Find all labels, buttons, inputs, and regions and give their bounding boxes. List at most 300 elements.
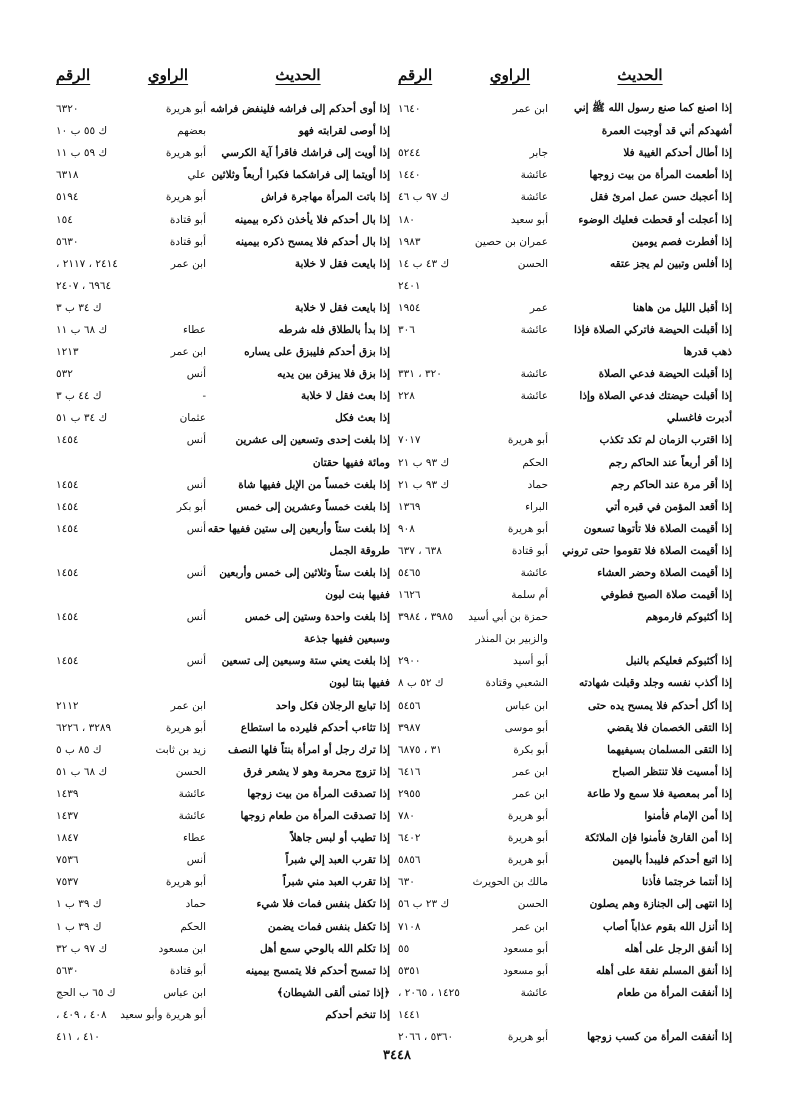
- index-row: [398, 805, 732, 827]
- reference-number: ١٤٥٤: [56, 655, 79, 668]
- index-row: [56, 739, 390, 761]
- hadith-text: إذا تقرب العبد إلي شبراً: [285, 854, 390, 867]
- hadith-text: إذا تزوج محرمة وهو لا يشعر فرق: [243, 765, 390, 778]
- hadith-text: إذا التقى المسلمان بسيفيهما: [607, 743, 732, 756]
- number-header: الرقم: [56, 66, 91, 84]
- index-row: [56, 628, 390, 650]
- reference-number: ١٣٦٩: [398, 500, 421, 513]
- narrator-text: أبو مسعود: [503, 964, 548, 977]
- index-row: [398, 893, 732, 915]
- narrator-text: أبو هريرة: [165, 103, 206, 116]
- narrator-text: ابن عمر: [512, 765, 548, 778]
- index-row: [398, 650, 732, 672]
- hadith-text: إذا أمن الإمام فأمنوا: [644, 810, 732, 823]
- index-row: [398, 253, 732, 275]
- reference-number: ك ٥٥ ب ١٠: [56, 125, 108, 138]
- reference-number: ٥٦٣٠: [56, 235, 79, 248]
- index-row: [56, 695, 390, 717]
- hadith-text: إذا أقيمت الصلاة وحضر العشاء: [597, 567, 732, 580]
- index-row: [398, 1026, 732, 1048]
- reference-number: ٧٨٠: [398, 810, 415, 823]
- index-row: [398, 319, 732, 341]
- reference-number: ك ٥٩ ب ١١: [56, 147, 108, 160]
- hadith-text: إذا أفطرت فصم يومين: [632, 235, 732, 248]
- index-row: [398, 915, 732, 937]
- index-row: [56, 1026, 390, 1048]
- narrator-text: أبو قتادة: [511, 544, 548, 557]
- narrator-text: الحكم: [180, 920, 206, 933]
- reference-number: ٥١٩٤: [56, 191, 79, 204]
- index-row: [56, 518, 390, 540]
- index-row: [56, 717, 390, 739]
- narrator-text: أنس: [186, 567, 206, 580]
- index-row: [398, 142, 732, 164]
- reference-number: ٦٤٠٢: [398, 832, 421, 845]
- index-row: [56, 407, 390, 429]
- narrator-text: عطاء: [182, 832, 206, 845]
- reference-number: ٢١١٢: [56, 699, 79, 712]
- reference-number: ك ٩٣ ب ٢١: [398, 456, 450, 469]
- hadith-text: إذا أمسيت فلا تنتظر الصباح: [612, 765, 732, 778]
- index-row: [56, 363, 390, 385]
- narrator-text: عائشة: [178, 787, 206, 800]
- reference-number: ١٤٣٩: [56, 787, 79, 800]
- index-row: [56, 452, 390, 474]
- narrator-text: حمزة بن أبي أسيد: [468, 611, 548, 624]
- narrator-text: أبو مسعود: [503, 942, 548, 955]
- hadith-header: الحديث: [617, 66, 663, 84]
- narrator-text: أبو بكرة: [513, 743, 548, 756]
- reference-number: ك ٤٣ ب ١٤: [398, 257, 450, 270]
- hadith-text: إذا بلغت خمساً وعشرين إلى خمس: [236, 500, 390, 513]
- narrator-text: عمران بن حصين: [474, 235, 548, 248]
- index-row: [398, 849, 732, 871]
- page-number: ٣٤٤٨: [383, 1048, 411, 1063]
- index-row: [56, 650, 390, 672]
- hadith-text: إذا أقيمت الصلاة فلا تقوموا حتى تروني: [562, 544, 732, 557]
- narrator-text: أبو هريرة: [507, 522, 548, 535]
- index-row: [398, 739, 732, 761]
- narrator-text: أنس: [186, 522, 206, 535]
- hadith-text: أدبرت فاغسلي: [666, 412, 732, 425]
- reference-number: ٢٤٠١: [398, 279, 421, 292]
- hadith-text: إذا التقى الخصمان فلا يقضي: [607, 721, 732, 734]
- hadith-text: إذا تصدقت المرأة من بيت زوجها: [247, 787, 390, 800]
- hadith-text: إذا بلغت واحدة وستين إلى خمس: [244, 611, 390, 624]
- hadith-text: إذا أمن القارئ فأمنوا فإن الملائكة: [584, 832, 732, 845]
- narrator-text: حماد: [185, 898, 206, 911]
- index-row: [398, 695, 732, 717]
- index-row: [56, 783, 390, 805]
- reference-number: ٢٩٥٥: [398, 787, 421, 800]
- hadith-text: إذا بايعت فقل لا خلابة: [294, 301, 390, 314]
- hadith-text: إذا انتهى إلى الجنازة وهم يصلون: [589, 898, 732, 911]
- hadith-text: إذا أكل أحدكم فلا يمسح يده حتى: [588, 699, 732, 712]
- narrator-text: زيد بن ثابت: [155, 743, 206, 756]
- narrator-text: والزبير بن المنذر: [475, 633, 548, 646]
- index-row: [398, 496, 732, 518]
- hadith-text: طروقة الجمل: [329, 544, 390, 557]
- narrator-text: الحسن: [517, 898, 548, 911]
- index-row: [398, 982, 732, 1004]
- hadith-text: إذا بلغت إحدى وتسعين إلى عشرين: [235, 434, 390, 447]
- index-row: [56, 893, 390, 915]
- reference-number: ك ٩٣ ب ٢١: [398, 478, 450, 491]
- hadith-text: إذا تكفل بنفس فمات يضمن: [267, 920, 390, 933]
- narrator-text: جابر: [529, 147, 548, 160]
- reference-number: ٢٢٨: [398, 390, 415, 403]
- index-row: [398, 363, 732, 385]
- index-row: [56, 186, 390, 208]
- reference-number: ٣١ ، ٦٨٧٥: [398, 743, 442, 756]
- reference-number: ٥٤٦٥: [398, 567, 421, 580]
- narrator-text: -: [202, 390, 206, 403]
- hadith-text: إذا تبايع الرجلان فكل واحد: [275, 699, 390, 712]
- narrator-text: ابن عمر: [512, 787, 548, 800]
- index-row: [56, 805, 390, 827]
- reference-number: ك ٢٣ ب ٥٦: [398, 898, 450, 911]
- hadith-text: إذا أعجبك حسن عمل امرئ فقل: [590, 191, 732, 204]
- index-row: [56, 385, 390, 407]
- hadith-text: إذا تكلم الله بالوحي سمع أهل: [259, 942, 390, 955]
- reference-number: ٥٣٦٠ ، ٢٠٦٦: [398, 1030, 454, 1043]
- hadith-text: إذا أكثبوكم فعليكم بالنبل: [625, 655, 732, 668]
- index-row: [398, 761, 732, 783]
- hadith-text: إذا أقبلت الحيضة فاتركي الصلاة فإذا: [574, 323, 732, 336]
- reference-number: ١٢١٣: [56, 346, 79, 359]
- hadith-text: إذا أقبل الليل من هاهنا: [632, 301, 732, 314]
- reference-number: ك ٣٩ ب ١: [56, 920, 102, 933]
- index-row: [398, 208, 732, 230]
- narrator-text: أبو قتادة: [169, 964, 206, 977]
- hadith-text: إذا أنفق المسلم نفقة على أهله: [596, 964, 732, 977]
- index-row: [56, 474, 390, 496]
- hadith-text: إذا أوى أحدكم إلى فراشه فلينفض فراشه: [210, 103, 390, 116]
- hadith-text: إذا أويت إلى فراشك فاقرأ آية الكرسي: [221, 147, 390, 160]
- narrator-text: الحسن: [517, 257, 548, 270]
- index-columns: [56, 54, 732, 1048]
- reference-number: ٦٩٦٤ ، ٢٤٠٧: [56, 279, 112, 292]
- index-row: [398, 562, 732, 584]
- narrator-text: أبو أسيد: [513, 655, 548, 668]
- reference-number: ١٩٨٣: [398, 235, 421, 248]
- narrator-text: أنس: [186, 434, 206, 447]
- right-column: [398, 54, 732, 1048]
- hadith-text: إذا بعث فقل لا خلابة: [300, 390, 390, 403]
- reference-number: ٣٢٨٩ ، ٦٢٢٦: [56, 721, 112, 734]
- hadith-text: إذا بلغت يعني ستة وسبعين إلى تسعين: [221, 655, 390, 668]
- hadith-text: ففيها بنت لبون: [325, 589, 390, 602]
- reference-number: ك ٤٤ ب ٣: [56, 390, 102, 403]
- narrator-text: أبو هريرة: [165, 876, 206, 889]
- reference-number: ك ٣٤ ب ٥١: [56, 412, 108, 425]
- narrator-text: أبو قتادة: [169, 213, 206, 226]
- index-row: [56, 341, 390, 363]
- index-row: [398, 297, 732, 319]
- index-row: [398, 584, 732, 606]
- hadith-text: إذا بال أحدكم فلا يمسح ذكره بيمينه: [235, 235, 390, 248]
- index-row: [398, 164, 732, 186]
- narrator-text: أبو قتادة: [169, 235, 206, 248]
- hadith-text: إذا اتبع أحدكم فليبدأ باليمين: [612, 854, 732, 867]
- index-row: [398, 938, 732, 960]
- reference-number: ك ٥٢ ب ٨: [398, 677, 444, 690]
- index-row: [56, 319, 390, 341]
- index-row: [398, 1004, 732, 1026]
- hadith-text: أشهدكم أني قد أوجبت العمرة: [601, 125, 732, 138]
- hadith-text: إذا أوصى لقرابته فهو: [298, 125, 390, 138]
- hadith-text: إذا بال أحدكم فلا يأخذن ذكره بيمينه: [234, 213, 390, 226]
- narrator-text: أبو هريرة وأبو سعيد: [120, 1008, 206, 1021]
- reference-number: ٩٠٨: [398, 522, 415, 535]
- narrator-text: الحكم: [522, 456, 548, 469]
- index-row: [398, 672, 732, 694]
- narrator-text: أبو سعيد: [510, 213, 548, 226]
- reference-number: ١٤٥٤: [56, 522, 79, 535]
- hadith-text: إذا بلغت ستاً وأربعين إلى ستين ففيها حقه: [207, 522, 390, 535]
- narrator-text: حماد: [527, 478, 548, 491]
- narrator-text: البراء: [525, 500, 548, 513]
- hadith-text: إذا أقعد المؤمن في قبره أتي: [605, 500, 732, 513]
- reference-number: ١٨٠: [398, 213, 415, 226]
- reference-number: ٢٤١٤ ، ٢١١٧ ،: [56, 257, 118, 270]
- index-row: [398, 407, 732, 429]
- hadith-text: إذا بزق فلا يبزقن بين يديه: [277, 368, 390, 381]
- index-row: [56, 562, 390, 584]
- narrator-header: الراوي: [489, 66, 531, 84]
- reference-number: ١٨٤٧: [56, 832, 79, 845]
- narrator-text: أبو بكر: [176, 500, 206, 513]
- reference-number: ك ٦٨ ب ٥١: [56, 765, 108, 778]
- hadith-text: إذا أعجلت أو قحطت فعليك الوضوء: [578, 213, 732, 226]
- reference-number: ٤١٠ ، ٤١١: [56, 1030, 100, 1043]
- index-row: [56, 120, 390, 142]
- reference-number: ٤٠٨ ، ٤٠٩ ،: [56, 1008, 107, 1021]
- hadith-text: إذا اصنع كما صنع رسول الله ﷺ إني: [573, 101, 732, 114]
- narrator-text: أنس: [186, 478, 206, 491]
- hadith-text: إذا أنفقت المرأة من طعام: [616, 986, 732, 999]
- reference-number: ١٥٤: [56, 213, 73, 226]
- narrator-text: أبو هريرة: [165, 147, 206, 160]
- hadith-text: إذا أنفق الرجل على أهله: [624, 942, 732, 955]
- hadith-text: إذا اقترب الزمان لم تكد تكذب: [599, 434, 732, 447]
- reference-number: ٦٣٨ ، ٦٣٧: [398, 544, 442, 557]
- narrator-text: أبو موسى: [504, 721, 548, 734]
- hadith-text: ذهب قدرها: [683, 346, 732, 359]
- reference-number: ١٤٢٥ ، ٢٠٦٥ ،: [398, 986, 460, 999]
- index-row: [398, 275, 732, 297]
- index-row: [398, 341, 732, 363]
- narrator-text: أبو هريرة: [507, 434, 548, 447]
- index-row: [398, 540, 732, 562]
- narrator-text: عائشة: [520, 191, 548, 204]
- narrator-text: مالك بن الحويرث: [472, 876, 548, 889]
- hadith-text: ففيها بنتا لبون: [329, 677, 390, 690]
- index-row: [56, 761, 390, 783]
- index-row: [398, 518, 732, 540]
- reference-number: ٣٩٨٥ ، ٣٩٨٤: [398, 611, 454, 624]
- hadith-text: إذا تقرب العبد مني شبراً: [282, 876, 390, 889]
- hadith-text: إذا ترك رجل أو امرأة بنتاً فلها النصف: [228, 743, 390, 756]
- reference-number: ١٤٥٤: [56, 567, 79, 580]
- hadith-text: إذا أكذب نفسه وجلد وقبلت شهادته: [579, 677, 732, 690]
- hadith-text: ﴿إذا تمنى ألقى الشيطان﴾: [276, 986, 390, 999]
- narrator-text: عطاء: [182, 323, 206, 336]
- index-row: [398, 717, 732, 739]
- hadith-text: إذا تمسح أحدكم فلا يتمسح بيمينه: [245, 964, 390, 977]
- index-row: [398, 231, 732, 253]
- hadith-text: إذا أطعمت المرأة من بيت زوجها: [589, 169, 732, 182]
- number-header: الرقم: [398, 66, 433, 84]
- index-row: [56, 982, 390, 1004]
- index-row: [56, 938, 390, 960]
- narrator-text: ابن عمر: [170, 699, 206, 712]
- hadith-text: ومائة ففيها حقتان: [312, 456, 390, 469]
- hadith-text: إذا تكفل بنفس فمات فلا شيء: [256, 898, 390, 911]
- index-row: [56, 672, 390, 694]
- index-row: [56, 960, 390, 982]
- hadith-text: إذا تثاءب أحدكم فليرده ما استطاع: [240, 721, 390, 734]
- reference-number: ٥٦٣٠: [56, 964, 79, 977]
- narrator-text: عائشة: [520, 169, 548, 182]
- reference-number: ٧١٠٨: [398, 920, 421, 933]
- hadith-text: إذا أكثبوكم فارموهم: [645, 611, 732, 624]
- index-row: [56, 142, 390, 164]
- reference-number: ١٤٣٧: [56, 810, 79, 823]
- left-column: [56, 54, 390, 1048]
- narrator-text: أبو هريرة: [507, 810, 548, 823]
- left-column-header: [56, 54, 390, 98]
- hadith-text: إذا أطال أحدكم الغيبة فلا: [623, 147, 732, 160]
- reference-number: ٥٥: [398, 942, 410, 955]
- index-row: [56, 915, 390, 937]
- hadith-text: إذا أقيمت صلاة الصبح فطوفي: [600, 589, 732, 602]
- hadith-text: وسبعين ففيها جذعة: [303, 633, 390, 646]
- hadith-text: إذا تطيب أو لبس جاهلاً: [290, 832, 390, 845]
- reference-number: ١٤٥٤: [56, 434, 79, 447]
- index-row: [56, 1004, 390, 1026]
- reference-number: ك ٣٩ ب ١: [56, 898, 102, 911]
- index-row: [398, 186, 732, 208]
- index-row: [56, 540, 390, 562]
- hadith-text: إذا بعث فكل: [335, 412, 390, 425]
- index-row: [398, 606, 732, 628]
- hadith-text: إذا تصدقت المرأة من طعام زوجها: [240, 810, 390, 823]
- reference-number: ١٤٥٤: [56, 611, 79, 624]
- hadith-text: إذا أقر مرة عند الحاكم رجم: [610, 478, 732, 491]
- narrator-text: عثمان: [179, 412, 206, 425]
- index-row: [56, 584, 390, 606]
- narrator-text: الحسن: [175, 765, 206, 778]
- index-row: [398, 474, 732, 496]
- narrator-text: عمر: [529, 301, 548, 314]
- index-row: [398, 98, 732, 120]
- reference-number: ٧٥٣٧: [56, 876, 79, 889]
- narrator-text: عائشة: [520, 368, 548, 381]
- reference-number: ٣٩٨٧: [398, 721, 421, 734]
- narrator-header: الراوي: [147, 66, 189, 84]
- narrator-text: عائشة: [520, 390, 548, 403]
- narrator-text: ابن عباس: [505, 699, 548, 712]
- index-row: [398, 429, 732, 451]
- index-row: [56, 871, 390, 893]
- hadith-text: إذا تنخم أحدكم: [325, 1008, 390, 1021]
- hadith-text: إذا أقبلت الحيضة فدعي الصلاة: [598, 368, 732, 381]
- index-row: [398, 628, 732, 650]
- index-row: [56, 208, 390, 230]
- narrator-text: عائشة: [178, 810, 206, 823]
- index-row: [56, 606, 390, 628]
- hadith-text: إذا أنتما خرجتما فأذنا: [642, 876, 732, 889]
- narrator-text: ابن مسعود: [158, 942, 206, 955]
- index-row: [398, 452, 732, 474]
- reference-number: ١٤٥٤: [56, 478, 79, 491]
- narrator-text: أبو هريرة: [507, 854, 548, 867]
- reference-number: ٦٣٢٠: [56, 103, 79, 116]
- narrator-text: أنس: [186, 368, 206, 381]
- reference-number: ٣٢٠ ، ٣٣١: [398, 368, 442, 381]
- narrator-text: ابن عمر: [512, 920, 548, 933]
- narrator-text: أنس: [186, 611, 206, 624]
- narrator-text: أبو هريرة: [165, 191, 206, 204]
- narrator-text: ابن عمر: [512, 103, 548, 116]
- narrator-text: عائشة: [520, 323, 548, 336]
- index-row: [398, 783, 732, 805]
- hadith-text: إذا أفلس وتبين لم يجز عتقه: [610, 257, 732, 270]
- narrator-text: أنس: [186, 854, 206, 867]
- hadith-text: إذا أقبلت حيضتك فدعي الصلاة وإذا: [579, 390, 732, 403]
- index-row: [56, 849, 390, 871]
- reference-number: ك ٩٧ ب ٣٢: [56, 942, 108, 955]
- narrator-text: الشعبي وقتادة: [485, 677, 548, 690]
- reference-number: ١٩٥٤: [398, 301, 421, 314]
- hadith-text: إذا بايعت فقل لا خلابة: [294, 257, 390, 270]
- reference-number: ٧٠١٧: [398, 434, 421, 447]
- index-row: [56, 275, 390, 297]
- reference-number: ٥٤٥٦: [398, 699, 421, 712]
- hadith-text: إذا أويتما إلى فراشكما فكبرا أربعاً وثلاثين: [211, 169, 390, 182]
- index-row: [56, 496, 390, 518]
- narrator-text: بعضهم: [177, 125, 206, 138]
- index-row: [398, 120, 732, 142]
- narrator-text: عائشة: [520, 567, 548, 580]
- hadith-header: الحديث: [275, 66, 321, 84]
- narrator-text: أبو هريرة: [507, 832, 548, 845]
- narrator-text: ابن عمر: [170, 346, 206, 359]
- narrator-text: أبو هريرة: [507, 1030, 548, 1043]
- index-row: [56, 98, 390, 120]
- reference-number: ١٦٢٦: [398, 589, 421, 602]
- reference-number: ٥٢٤٤: [398, 147, 421, 160]
- reference-number: ك ٩٧ ب ٤٦: [398, 191, 450, 204]
- narrator-text: أم سلمة: [511, 589, 548, 602]
- reference-number: ك ٣٤ ب ٣: [56, 301, 102, 314]
- reference-number: ١٤٤١: [398, 1008, 421, 1021]
- reference-number: ١٤٤٠: [398, 169, 421, 182]
- narrator-text: ابن عباس: [163, 986, 206, 999]
- narrator-text: أنس: [186, 655, 206, 668]
- narrator-text: علي: [187, 169, 206, 182]
- reference-number: ٥٨٥٦: [398, 854, 421, 867]
- index-row: [398, 827, 732, 849]
- index-row: [56, 827, 390, 849]
- index-row: [56, 253, 390, 275]
- narrator-text: ابن عمر: [170, 257, 206, 270]
- index-row: [56, 297, 390, 319]
- reference-number: ٦٤١٦: [398, 765, 421, 778]
- hadith-text: إذا بزق أحدكم فليبزق على يساره: [244, 346, 390, 359]
- hadith-text: إذا باتت المرأة مهاجرة فراش: [261, 191, 390, 204]
